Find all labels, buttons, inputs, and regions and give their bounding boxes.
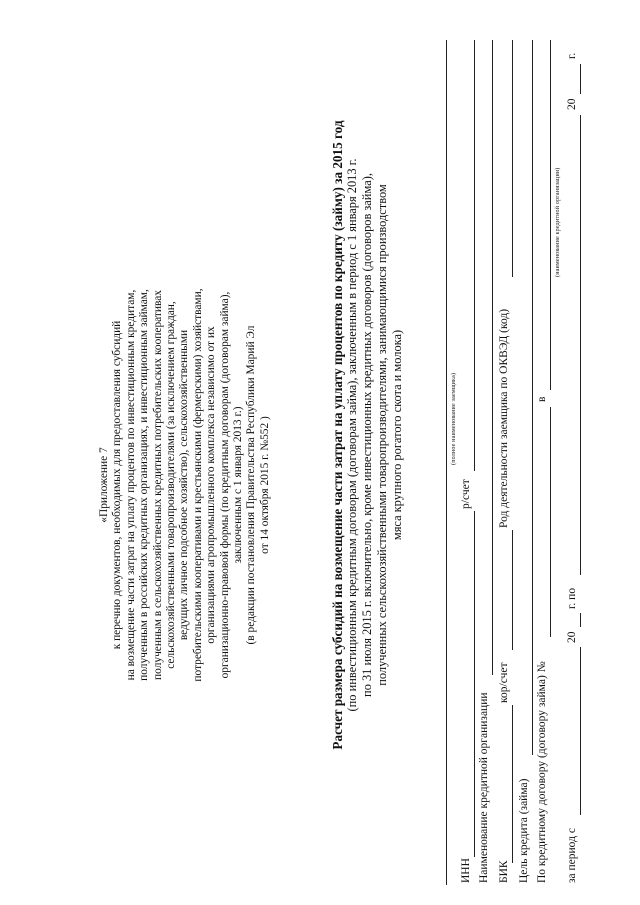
- period-from-field[interactable]: [580, 647, 581, 815]
- period-from-year: 20: [566, 631, 578, 643]
- appendix-line: на возмещение части затрат на уплату процентов по инвестиционным кредитам,: [124, 289, 137, 681]
- appendix-line: полученным в сельскохозяйственных кредитных потребительских кооперативах: [151, 290, 164, 680]
- appendix-line: потребительскими кооперативами и крестьянскими (фермерскими) хозяйствами,: [191, 288, 204, 682]
- title-line: (по инвестиционным кредитным договорам (договорам займа), заключенным в период с 1 января 2013 г.: [345, 158, 359, 712]
- period-to-year: 20: [566, 98, 578, 110]
- appendix-line: ведущих личное подсобное хозяйство), сельскохозяйственными: [178, 329, 191, 641]
- bank-name-field[interactable]: [492, 40, 493, 675]
- borrower-caption: (полное наименование заемщика): [451, 372, 457, 465]
- account-field[interactable]: [474, 40, 475, 471]
- bik-label: БИК: [498, 860, 510, 883]
- period-label: за период с: [566, 828, 578, 883]
- period-year-suffix: г.: [566, 52, 578, 59]
- purpose-label: Цель кредита (займа): [518, 778, 530, 883]
- activity-label: Род деятельности заемщика по ОКВЭД (код): [498, 308, 510, 528]
- appendix-line: от 14 октября 2015 г. №552 ): [258, 416, 271, 554]
- appendix-line: сельскохозяйственными товаропроизводителями (за исключением граждан,: [165, 301, 178, 669]
- appendix-line: полученным в российских кредитных организациях, и инвестиционным займам,: [138, 289, 151, 681]
- contract-bank-field[interactable]: [550, 40, 551, 390]
- period-to-label: г. по: [566, 587, 578, 609]
- title-line: по 31 июля 2015 г. включительно, кроме инвестиционных кредитных договоров (договоров займа),: [360, 173, 374, 697]
- bank-caption: (наименование кредитной организации): [555, 167, 561, 277]
- inn-label: ИНН: [460, 858, 472, 883]
- contract-number-field[interactable]: [550, 407, 551, 637]
- bank-name-label: Наименование кредитной организации: [478, 692, 490, 883]
- activity-field[interactable]: [512, 40, 513, 277]
- appendix-line: заключенным с 1 января 2013 г.): [232, 406, 245, 564]
- account-label: р/счет: [460, 479, 472, 509]
- contract-label: По кредитному договору (договору займа) №: [536, 661, 548, 883]
- corr-account-field[interactable]: [512, 530, 513, 650]
- appendix-line: (в редакции постановления Правительства Республики Марий Эл: [245, 325, 258, 645]
- appendix-line: к перечню документов, необходимых для предоставления субсидий: [111, 320, 124, 650]
- inn-field[interactable]: [474, 511, 475, 857]
- purpose-field[interactable]: [532, 40, 533, 755]
- appendix-line: организациями агропромышленного комплекса независимо от их: [205, 326, 218, 644]
- appendix-line: «Приложение 7: [98, 447, 110, 523]
- appendix-line: организационно-правовой формы (по кредитным договорам (договорам займа),: [218, 291, 231, 679]
- bik-field[interactable]: [512, 705, 513, 863]
- period-to-field[interactable]: [580, 115, 581, 575]
- title-line: мяса крупного рогатого скота и молока): [390, 329, 404, 541]
- period-from-year-field[interactable]: [580, 613, 581, 627]
- borrower-name-line[interactable]: [446, 40, 447, 885]
- corr-account-label: кор/счет: [498, 662, 510, 703]
- title-main: Расчет размера субсидий на возмещение части затрат на уплату процентов по кредиту (займу) за 2015 год: [330, 120, 345, 750]
- contract-in-label: в: [536, 396, 548, 402]
- period-to-year-field[interactable]: [580, 64, 581, 94]
- title-line: полученных сельскохозяйственными товаропроизводителями, занимающимися производством: [375, 184, 389, 686]
